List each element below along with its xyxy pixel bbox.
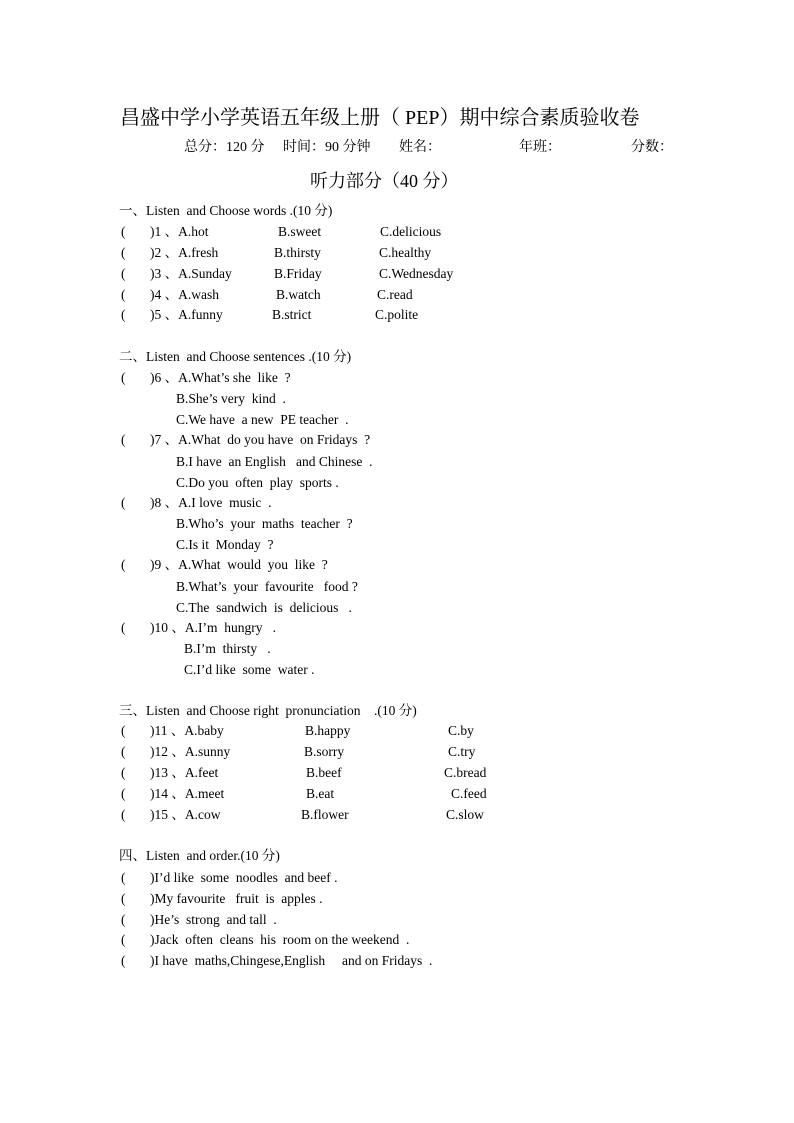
- option-c: C.try: [448, 744, 476, 759]
- option-b: B.beef: [306, 765, 342, 780]
- option-b: B.sweet: [278, 224, 322, 239]
- page-title: 昌盛中学小学英语五年级上册（ PEP）期中综合素质验收卷: [120, 107, 640, 129]
- option-a: )3 、A.Sunday: [150, 266, 232, 281]
- option-c: C.slow: [446, 807, 484, 822]
- option-b: B.Friday: [274, 266, 322, 281]
- name-label: 姓名：: [399, 140, 441, 155]
- answer-bracket: (: [121, 370, 126, 385]
- option-c: C.The sandwich is delicious .: [176, 600, 352, 615]
- answer-bracket: (: [121, 786, 126, 801]
- option-a: )9 、A.What would you like ?: [150, 557, 328, 572]
- option-a: )7 、A.What do you have on Fridays ?: [150, 432, 371, 447]
- score-label: 分数：: [631, 140, 673, 155]
- option-c: C.Do you often play sports .: [176, 475, 339, 490]
- option-c: C.I’d like some water .: [184, 662, 315, 677]
- answer-bracket: (: [121, 245, 126, 260]
- sentence-text: )I’d like some noodles and beef .: [150, 870, 338, 885]
- option-a: )8 、A.I love music .: [150, 495, 272, 510]
- option-b: B.sorry: [304, 744, 345, 759]
- option-a: )5 、A.funny: [150, 307, 223, 322]
- option-b: B.What’s your favourite food ?: [176, 579, 358, 594]
- option-b: B.I have an English and Chinese .: [176, 454, 373, 469]
- answer-bracket: (: [121, 765, 126, 780]
- option-a: )6 、A.What’s she like ?: [150, 370, 291, 385]
- option-c: C.feed: [451, 786, 487, 801]
- option-b: B.She’s very kind .: [176, 391, 286, 406]
- option-a: )1 、A.hot: [150, 224, 209, 239]
- option-a: )14 、A.meet: [150, 786, 225, 801]
- total-score-label: 总分：120 分: [184, 140, 265, 155]
- answer-bracket: (: [121, 912, 126, 927]
- sentence-text: )I have maths,Chingese,English and on Fridays .: [150, 953, 433, 968]
- answer-bracket: (: [121, 495, 126, 510]
- answer-bracket: (: [121, 744, 126, 759]
- answer-bracket: (: [121, 932, 126, 947]
- option-c: C.healthy: [379, 245, 432, 260]
- answer-bracket: (: [121, 224, 126, 239]
- option-a: )11 、A.baby: [150, 723, 224, 738]
- answer-bracket: (: [121, 620, 126, 635]
- option-b: B.thirsty: [274, 245, 321, 260]
- option-c: C.polite: [375, 307, 419, 322]
- option-b: B.strict: [272, 307, 312, 322]
- option-c: C.Is it Monday ?: [176, 537, 274, 552]
- option-b: B.Who’s your maths teacher ?: [176, 516, 353, 531]
- option-a: )2 、A.fresh: [150, 245, 219, 260]
- answer-bracket: (: [121, 307, 126, 322]
- option-c: C.delicious: [380, 224, 442, 239]
- option-b: B.I’m thirsty .: [184, 641, 271, 656]
- option-a: )13 、A.feet: [150, 765, 219, 780]
- option-a: )4 、A.wash: [150, 287, 219, 302]
- section-1-heading: 一、Listen and Choose words .(10 分): [119, 203, 333, 218]
- option-b: B.watch: [276, 287, 321, 302]
- option-b: B.eat: [306, 786, 335, 801]
- section-2-heading: 二、Listen and Choose sentences .(10 分): [119, 349, 352, 364]
- section-4-heading: 四、Listen and order.(10 分): [119, 848, 280, 863]
- option-c: C.by: [448, 723, 474, 738]
- option-c: C.read: [377, 287, 413, 302]
- option-b: B.happy: [305, 723, 351, 738]
- answer-bracket: (: [121, 287, 126, 302]
- answer-bracket: (: [121, 870, 126, 885]
- option-b: B.flower: [301, 807, 349, 822]
- sentence-text: )Jack often cleans his room on the weekend .: [150, 932, 410, 947]
- part-heading: 听力部分（40 分）: [310, 171, 459, 191]
- option-c: C.Wednesday: [379, 266, 454, 281]
- option-a: )10 、A.I’m hungry .: [150, 620, 276, 635]
- class-label: 年班：: [519, 140, 561, 155]
- sentence-text: )My favourite fruit is apples .: [150, 891, 323, 906]
- option-a: )12 、A.sunny: [150, 744, 231, 759]
- section-3-heading: 三、Listen and Choose right pronunciation .(10 分): [119, 703, 417, 718]
- answer-bracket: (: [121, 432, 126, 447]
- option-c: C.bread: [444, 765, 487, 780]
- time-label: 时间：90 分钟: [283, 140, 371, 155]
- option-a: )15 、A.cow: [150, 807, 221, 822]
- answer-bracket: (: [121, 266, 126, 281]
- answer-bracket: (: [121, 723, 126, 738]
- answer-bracket: (: [121, 807, 126, 822]
- answer-bracket: (: [121, 891, 126, 906]
- sentence-text: )He’s strong and tall .: [150, 912, 277, 927]
- option-c: C.We have a new PE teacher .: [176, 412, 349, 427]
- answer-bracket: (: [121, 557, 126, 572]
- answer-bracket: (: [121, 953, 126, 968]
